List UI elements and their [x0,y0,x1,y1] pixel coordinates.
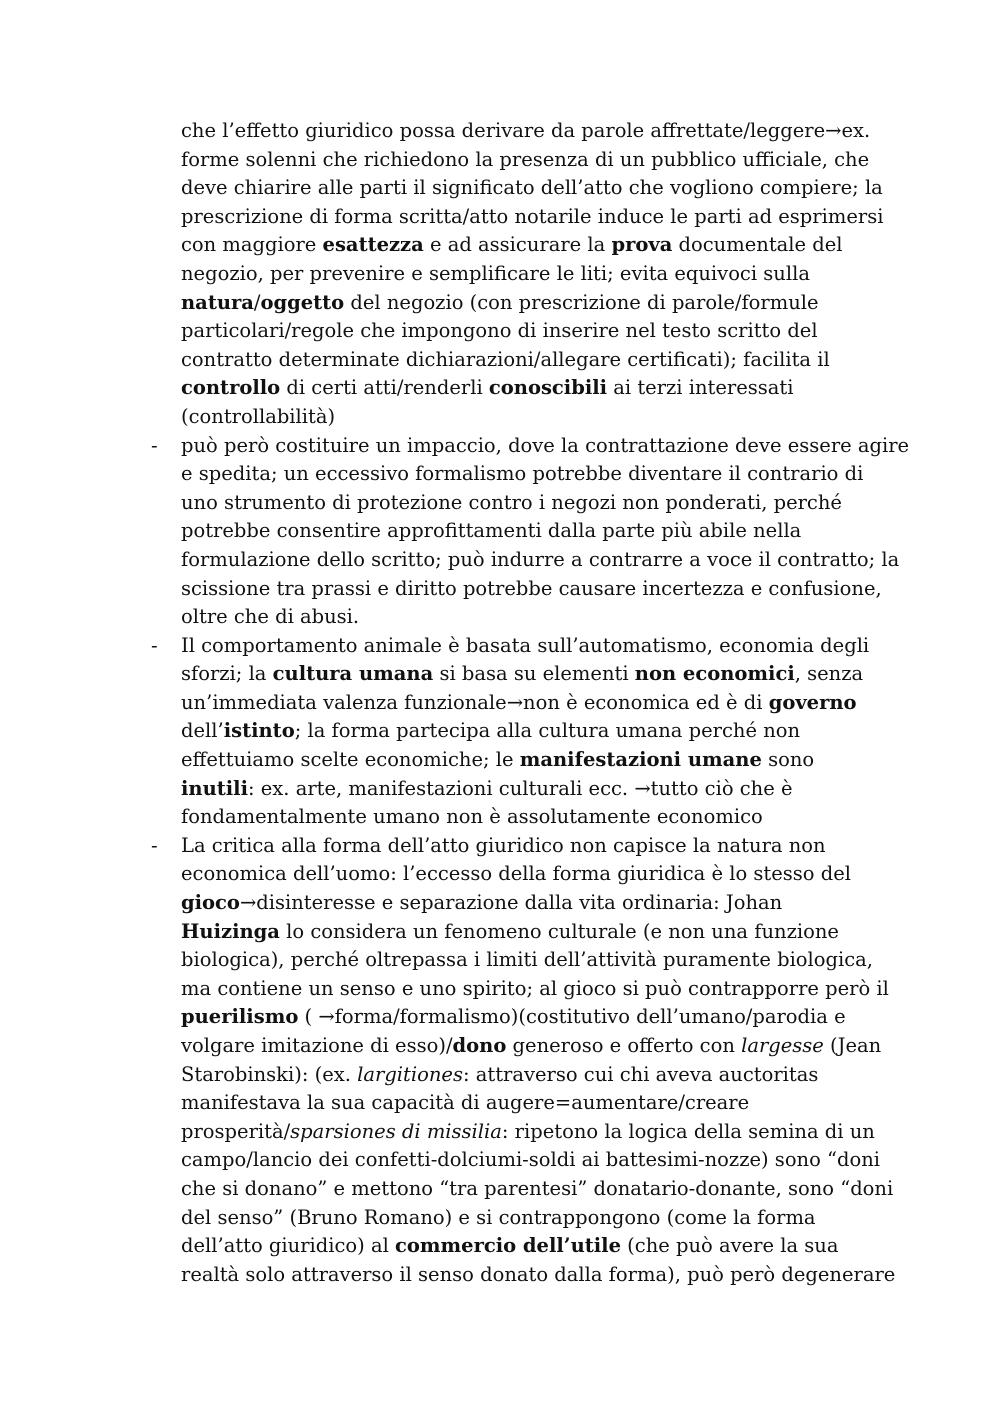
text-run: e spedita; un eccessivo formalismo potrebbe diventare il contrario di [181,462,864,486]
text-run: fondamentalmente umano non è assolutamente economico [181,805,763,829]
text-run: sono [761,748,815,772]
document-body [151,117,910,1289]
list-item [151,432,910,632]
bold-text: istinto [223,719,295,743]
text-line [181,489,886,518]
text-line [181,174,886,203]
text-run: →disinteresse e separazione dalla vita ordinaria: Johan [239,891,783,915]
text-run: : ex. arte, manifestazioni culturali ecc. →tutto ciò che è [248,776,793,800]
text-run: ( →forma/formalismo)(costitutivo dell’umano/parodia e [298,1005,846,1029]
text-line [181,1175,894,1204]
text-line [181,432,910,461]
text-line [181,460,886,489]
bold-text: cultura umana [272,662,434,686]
text-run: che si donano” e mettono “tra parentesi” donatario-donante, sono “doni [181,1176,894,1200]
text-line [181,1003,886,1032]
text-run: particolari/regole che impongono di inserire nel testo scritto del [181,319,818,343]
text-line [181,1261,896,1290]
text-line [181,1232,886,1261]
text-line [181,1204,886,1233]
bold-text: commercio dell’utile [395,1234,621,1258]
italic-text: largesse [741,1034,824,1057]
italic-text: sparsiones di missilia [290,1119,502,1143]
text-run: economica dell’uomo: l’eccesso della forma giuridica è lo stesso del [181,862,851,886]
italic-text: largitiones [357,1062,463,1086]
text-run: Starobinski): (ex. [181,1062,358,1086]
text-line [181,346,886,375]
text-run: deve chiarire alle parti il significato dell’atto che vogliono compiere; la [181,176,883,200]
list-bullet: - [151,433,158,457]
list-bullet: - [151,633,158,657]
text-run: contratto determinate dichiarazioni/allegare certificati); facilita il [181,347,830,371]
text-line [181,1146,886,1175]
text-line [181,260,886,289]
text-line [181,575,886,604]
text-run: oltre che di abusi. [181,605,360,629]
text-line [181,1032,886,1061]
text-run: di certi atti/renderli [280,376,489,400]
bold-text: esattezza [322,233,424,257]
text-line [181,517,886,546]
text-run: campo/lancio dei confetti-dolciumi-soldi ai battesimi-nozze) sono “doni [181,1148,881,1172]
bold-text: natura [181,290,254,314]
text-line [181,860,886,889]
bold-text: governo [768,690,857,714]
text-run: scissione tra prassi e diritto potrebbe causare incertezza e confusione, [181,576,882,600]
text-line [181,403,886,432]
text-line [181,660,886,689]
bold-text: controllo [181,376,281,400]
list-bullet: - [151,833,158,857]
bold-text: Huizinga [181,919,280,943]
text-run: volgare imitazione di esso)/ [181,1034,453,1057]
text-run: ; la forma partecipa alla cultura umana perché non [294,719,801,743]
text-run: che l’effetto giuridico possa derivare da parole affrettate/leggere→ex. [181,119,871,142]
text-run: : ripetono la logica della semina di un [501,1119,875,1143]
text-run: (Jean [823,1034,882,1057]
text-run: (che può avere la sua [620,1234,839,1258]
text-line [181,803,886,832]
text-run: con maggiore [181,233,323,257]
text-line [181,117,886,146]
text-run: formulazione dello scritto; può indurre a contrarre a voce il contratto; la [181,547,900,571]
text-run: negozio, per prevenire e semplificare le liti; evita equivoci sulla [181,261,810,285]
text-line [181,203,886,232]
text-line [181,632,886,661]
text-run: lo considera un fenomeno culturale (e non una funzione [279,919,839,943]
text-run: un’immediata valenza funzionale→non è economica ed è di [181,690,769,714]
text-run: Il comportamento animale è basata sull’automatismo, economia degli [181,633,870,657]
text-line [181,889,886,918]
text-run: ma contiene un senso e uno spirito; al gioco si può contrapporre però il [181,976,889,1000]
text-line [181,689,886,718]
text-line [181,1089,886,1118]
text-run: uno strumento di protezione contro i negozi non ponderati, perché [181,490,842,514]
text-run: manifestava la sua capacità di augere=aumentare/creare [181,1091,750,1115]
text-run: prosperità/ [181,1119,291,1143]
text-line [181,146,886,175]
text-line [181,946,886,975]
text-run: documentale del [672,233,843,257]
text-line [181,717,886,746]
text-run: ai terzi interessati [607,376,794,400]
text-line [181,1061,886,1090]
text-run: generoso e offerto con [506,1034,742,1057]
text-run: : attraverso cui chi aveva auctoritas [462,1062,819,1086]
bold-text: manifestazioni umane [519,748,762,772]
text-line [181,317,886,346]
text-run: , senza [794,662,864,686]
paragraph-continuation [181,117,886,432]
text-run: e ad assicurare la [423,233,612,257]
text-run: sforzi; la [181,662,273,686]
text-line [181,918,886,947]
bold-text: puerilismo [181,1005,299,1029]
text-run: forme solenni che richiedono la presenza di un pubblico ufficiale, che [181,147,870,171]
text-line [181,1118,886,1147]
text-run: La critica alla forma dell’atto giuridico non capisce la natura non [181,833,826,857]
bold-text: non economici [634,662,795,686]
text-run: del senso” (Bruno Romano) e si contrappongono (come la forma [181,1205,816,1229]
text-run: si basa su elementi [433,662,635,686]
text-line [181,231,886,260]
text-line [181,775,886,804]
text-line [181,374,886,403]
text-line [181,289,886,318]
text-run: può però costituire un impaccio, dove la contrattazione deve essere agire [181,433,910,457]
text-run: / [253,290,261,314]
bold-text: oggetto [260,290,345,314]
text-run: realtà solo attraverso il senso donato dalla forma), può però degenerare [181,1262,896,1286]
text-line [181,746,886,775]
text-run: effettuiamo scelte economiche; le [181,748,520,772]
text-run: dell’atto giuridico) al [181,1234,396,1258]
bold-text: gioco [181,891,240,915]
text-run: prescrizione di forma scritta/atto notarile induce le parti ad esprimersi [181,204,884,228]
bold-text: dono [452,1034,507,1057]
text-run: (controllabilità) [181,404,336,428]
text-run: potrebbe consentire approfittamenti dalla parte più abile nella [181,519,802,543]
text-line [181,975,889,1004]
text-run: del negozio (con prescrizione di parole/formule [344,290,819,314]
bold-text: prova [611,233,673,257]
text-line [181,832,886,861]
list-item [151,832,896,1290]
bold-text: inutili [181,776,248,800]
text-line [181,546,900,575]
text-line [181,603,886,632]
bold-text: conoscibili [488,376,608,400]
list-item [151,632,886,832]
text-run: dell’ [181,719,224,743]
text-run: biologica), perché oltrepassa i limiti dell’attività puramente biologica, [181,948,873,972]
